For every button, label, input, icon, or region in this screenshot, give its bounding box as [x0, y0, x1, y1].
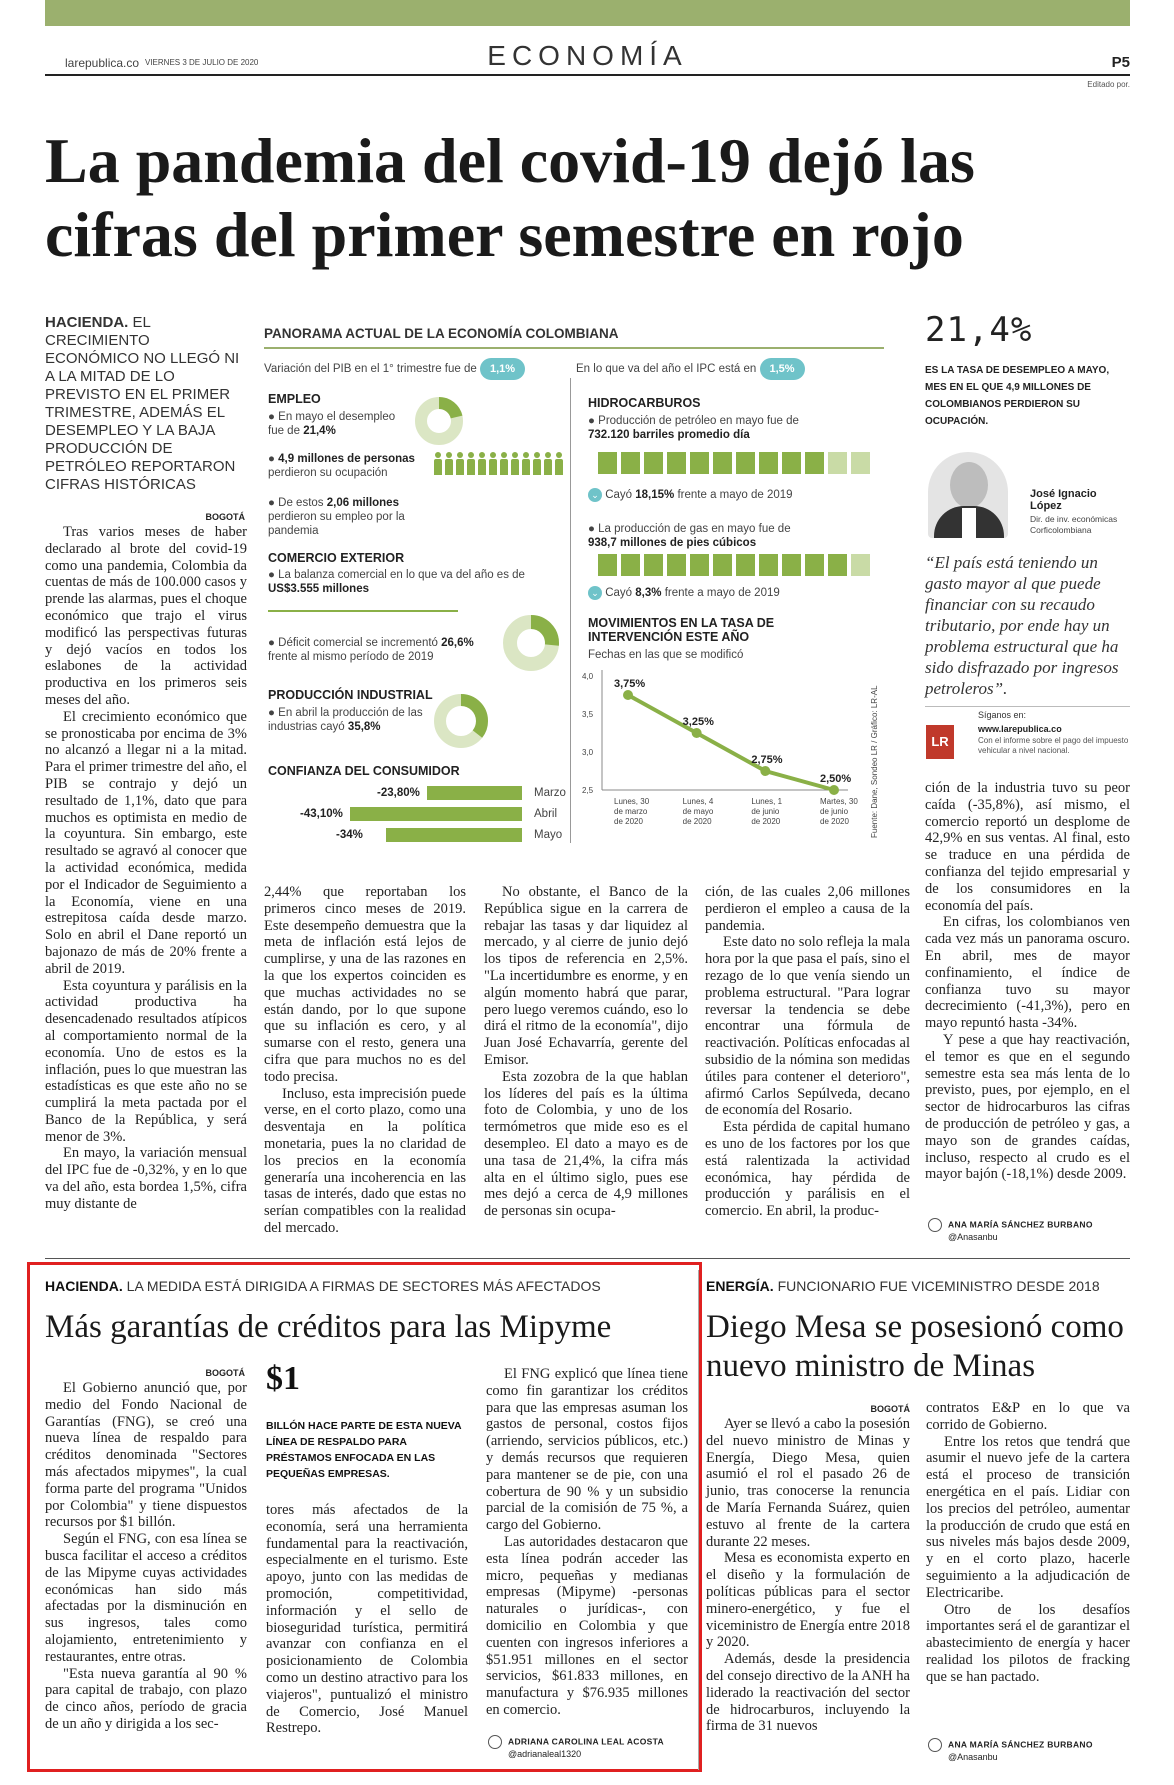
people-icons: [434, 452, 572, 478]
industria-title: PRODUCCIÓN INDUSTRIAL: [268, 688, 433, 702]
barrel-icon: [598, 452, 617, 474]
oil-barrel-icons: [598, 452, 878, 476]
body-column-4: [705, 884, 910, 1220]
barrel-icon: [828, 452, 847, 474]
gas-tank-icon: [736, 554, 755, 576]
x-tick-label: Lunes, 30 de marzo de 2020: [614, 797, 650, 826]
person-icon: [555, 452, 563, 476]
person-icon: [500, 452, 508, 476]
confianza-bar: [427, 786, 522, 800]
gas-tank-icon: [782, 554, 801, 576]
hidro-drop-2: ⌄ Cayó 8,3% frente a mayo de 2019: [588, 586, 780, 600]
person-icon: [478, 452, 486, 476]
gas-tank-icon: [667, 554, 686, 576]
paragraph: El Gobierno anunció que, por medio del Fondo Nacional de Garantías (FNG), se creó una nueva línea de respaldo para créditos denominada "Sectores más afectados mipymes", la cual forma parte del programa "Unidos por Colombia" y tiene dispuestos recursos por $1 billón.: [45, 1380, 247, 1531]
ipc-text: En lo que va del año el IPC está en 1,5%: [576, 358, 805, 380]
person-icon: [489, 452, 497, 476]
story2-column-2: [266, 1502, 468, 1737]
paragraph: Tras varios meses de haber declarado al brote del covid-19 como una pandemia, Colombia da cuentas de más de 100.000 casos y prende las alarmas, pues el choque económico que trajo el virus modificó las perspectivas futuras y dejó vacíos en todos los eslabones de la actividad productiva en los primeros seis meses del año.: [45, 524, 247, 708]
paragraph: El crecimiento económico que se pronosticaba por encima de 3% no alcanzó a llegar ni a la mitad. Para el primer trimestre del año, el PIB se contrajo y dejó un resultado de 1,1%, dato que para muchos es optimista en medio de la coyuntura. Sin embargo, este resultado se agravó al conocer que la actividad económica, medida por el Indicador de Seguimiento a la Economía, viene en una estrepitosa caída desde marzo. Solo en abril el Dane reportó un bajonazo de más de 20% frente a abril de 2019.: [45, 708, 247, 977]
paragraph: Y pese a que hay reactivación, el temor es que en el segundo semestre esta sea más lenta de lo previsto, pues, por ejemplo, en el sector de hidrocarburos las cifras de producción de petróleo y gas, a mayo son de grandes caídas, incluso, respecto al crudo es el mayor bajón (-18,1%) desde 2009.: [925, 1031, 1130, 1183]
tasa-subtitle: Fechas en las que se modificó: [588, 649, 744, 661]
sidebar-quote: “El país está teniendo un gasto mayor al que puede financiar con su recaudo tributario, por ende hay un problema estructural que ha sido disfrazado por ingresos petroleros”.: [925, 553, 1119, 698]
gas-icons: [598, 554, 878, 578]
confianza-bar: [386, 828, 522, 842]
infographic-divider: [570, 378, 571, 843]
gas-tank-icon: [598, 554, 617, 576]
paragraph: Según el FNG, con esa línea se busca facilitar el acceso a créditos de las Mipyme cuyas actividades económicas han sido más afectadas por la disminución en sus ingresos, tales como alojamiento, entretenimiento y restaurantes, entre otras.: [45, 1531, 247, 1665]
columnist-name: José Ignacio López: [1030, 488, 1097, 512]
main-headline: La pandemia del covid-19 dejó las cifras del primer semestre en rojo: [45, 125, 975, 270]
story2-figure-caption: BILLÓN HACE PARTE DE ESTA NUEVA LÍNEA DE RESPALDO PARA PRÉSTAMOS ENFOCADA EN LAS PEQUEÑAS EMPRESAS.: [266, 1420, 462, 1480]
industria-text: ● En abril la producción de las industrias cayó 35,8%: [268, 707, 423, 733]
confianza-month: Marzo: [534, 787, 566, 799]
person-icon: [467, 452, 475, 476]
confianza-bar: [350, 807, 522, 821]
story3-title: Diego Mesa se posesionó como nuevo ministro de Minas: [706, 1309, 1124, 1384]
speech-bubble-icon: [488, 1735, 502, 1749]
pib-text: Variación del PIB en el 1° trimestre fue de 1,1%: [264, 358, 525, 380]
tasa-line-chart: [578, 664, 868, 844]
speech-bubble-icon: [928, 1738, 942, 1752]
paragraph: ción, de las cuales 2,06 millones perdieron el empleo a causa de la pandemia.: [705, 884, 910, 934]
hidro-drop-1: ⌄ Cayó 18,15% frente a mayo de 2019: [588, 488, 793, 502]
empleo-title: EMPLEO: [268, 392, 321, 406]
barrel-icon: [644, 452, 663, 474]
person-icon: [533, 452, 541, 476]
section-title: ECONOMÍA: [487, 40, 688, 71]
follow-text: Con el informe sobre el pago del impuesto vehicular a nivel nacional.: [978, 736, 1129, 755]
paragraph: 2,44% que reportaban los primeros cinco meses de 2019. Este desempeño demuestra que la meta de inflación está lejos de cumplirse, y una de las razones en la que los expertos coinciden es que muchas actividades no se están dando, por lo que supone que su inflación es cero, y al sumarse con el resto, genera una cifra que para muchos no es del todo precisa.: [264, 884, 466, 1085]
person-icon: [544, 452, 552, 476]
y-tick-label: 3,5: [582, 710, 594, 719]
data-point: [760, 766, 770, 776]
paragraph: En mayo, la variación mensual del IPC fue de -0,32%, y en lo que va del año, esta bordea 1,5%, cifra muy distante de: [45, 1145, 247, 1212]
series-line: [628, 695, 834, 790]
barrel-icon: [621, 452, 640, 474]
comercio-donut: [502, 614, 560, 672]
gas-tank-icon: [759, 554, 778, 576]
issue-date: VIERNES 3 DE JULIO DE 2020: [145, 58, 259, 67]
body-column-1: [45, 524, 247, 1244]
sidebar: [925, 310, 1130, 430]
gas-tank-icon: [828, 554, 847, 576]
paragraph: No obstante, el Banco de la República sigue en la carrera de rebajar las tasas y dar liquidez al mercado, y al cierre de junio dejó los tipos de referencia en 2,5%. "La incertidumbre es enorme, y en algún momento habrá que parar, pero luego veremos cuándo, eso lo dirá el ritmo de la economía", dijo Juan José Echavarría, gerente del Emisor.: [484, 884, 688, 1068]
confianza-value: -23,80%: [377, 787, 420, 799]
comercio-text-2: ● Déficit comercial se incrementó 26,6% frente al mismo período de 2019: [268, 637, 474, 663]
body-column-5: [925, 780, 1130, 1183]
infographic-rule: [264, 347, 884, 349]
dateline-city: BOGOTÁ: [205, 512, 245, 522]
top-color-bar: [45, 0, 1130, 26]
y-tick-label: 4,0: [582, 672, 594, 681]
hidro-text-1: ● Producción de petróleo en mayo fue de 732.120 barriles promedio día: [588, 415, 799, 441]
barrel-icon: [736, 452, 755, 474]
lr-logo[interactable]: LR: [926, 725, 954, 759]
barrel-icon: [690, 452, 709, 474]
hidro-text-2: ● La producción de gas en mayo fue de 938,7 millones de pies cúbicos: [588, 523, 791, 549]
y-tick-label: 3,0: [582, 748, 594, 757]
follow-url[interactable]: www.larepublica.co: [978, 724, 1062, 734]
story3-kicker: ENERGÍA. FUNCIONARIO FUE VICEMINISTRO DESDE 2018: [706, 1278, 1100, 1294]
story3-column-1: [706, 1416, 910, 1735]
byline-main: ANA MARÍA SÁNCHEZ BURBANO @Anasanbu: [928, 1218, 1093, 1242]
story2-byline: ADRIANA CAROLINA LEAL ACOSTA @adrianaleal1320: [488, 1735, 664, 1759]
hidro-title: HIDROCARBUROS: [588, 396, 701, 410]
x-tick-label: Martes, 30 de junio de 2020: [820, 797, 858, 826]
data-point: [623, 690, 633, 700]
ipc-pill: 1,5%: [760, 358, 805, 380]
site-name[interactable]: larepublica.co: [65, 56, 140, 70]
paragraph: tores más afectados de la economía, será una herramienta fundamental para la reactivación, especialmente en el turismo. Este apoyo, junto con las medidas de promoción, competitividad, información y el sello de bioseguridad turística, permitirá avanzar con confianza en el posicionamiento de Colombia como un destino atractivo para los viajeros", puntualizó el ministro de Comercio, José Manuel Restrepo.: [266, 1502, 468, 1737]
sidebar-caption: ES LA TASA DE DESEMPLEO A MAYO, MES EN EL QUE 4,9 MILLONES DE COLOMBIANOS PERDIERON SU OCUPACIÓN.: [925, 365, 1110, 427]
y-tick-label: 2,5: [582, 786, 594, 795]
story3-column-2: [926, 1400, 1130, 1686]
comercio-text-1: ● La balanza comercial en lo que va del año es de US$3.555 millones: [268, 569, 525, 595]
story-divider: [698, 1270, 699, 1770]
columnist-role: Dir. de inv. económicas Corficolombiana: [1030, 514, 1118, 535]
story2-column-3: [486, 1366, 688, 1719]
paragraph: Este dato no solo refleja la mala hora por la que pasa el país, sino el rezago de lo que venía siendo un problema estructural. "Para lograr reversar la tendencia se debe encontrar una fórmula de reactivación. Políticas enfocadas al subsidio de la nómina son medidas útiles para contener el deterioro", afirmó Carlos Sepúlveda, decano de economía del Rosario.: [705, 934, 910, 1119]
person-icon: [511, 452, 519, 476]
paragraph: Esta coyuntura y parálisis en la actividad productiva ha desencadenado resultados atípicos al comportamiento normal de la economía. Uno de estos es la inflación, pues lo que muestran las estadísticas es que este año no se cumplirá la meta pactada por el Banco de la República, y será menor de 3%.: [45, 977, 247, 1145]
gas-tank-icon: [621, 554, 640, 576]
lead-text: EL CRECIMIENTO ECONÓMICO NO LLEGÓ NI A LA MITAD DE LO PREVISTO EN EL PRIMER TRIMESTRE, ADEMÁS EL DESEMPLEO Y LA BAJA PRODUCCIÓN DE PETRÓLEO REPORTARON CIFRAS HISTÓRICAS: [45, 314, 240, 493]
story2-title: Más garantías de créditos para las Mipyme: [45, 1309, 612, 1345]
empleo-text-3: ● De estos 2,06 millones perdieron su empleo por la pandemia: [268, 497, 405, 537]
sidebar-rule: [925, 706, 1130, 707]
data-label: 2,50%: [820, 773, 852, 785]
confianza-month: Abril: [534, 808, 558, 820]
paragraph: Las autoridades destacaron que esta línea podrán acceder las micro, pequeñas y medianas empresas (Mipyme) -personas naturales o jurídicas-, con domicilio en Colombia y que cuenten con ingresos inferiores a $51.951 millones en el sector servicios, $61.833 millones, en manufactura y $76.935 millones en comercio.: [486, 1533, 688, 1718]
paragraph: Entre los retos que tendrá que asumir el nuevo jefe de la cartera está el proceso de transición energética en el país. Lidiar con los precios del petróleo, aumentar la producción de crudo que está en sus niveles más bajos desde 2009, y en el corto plazo, hacerle seguimiento a la adjudicación de Electricaribe.: [926, 1433, 1130, 1601]
paragraph: ción de la industria tuvo su peor caída (-35,8%), así mismo, el comercio reportó un desplome de 42,9% en sus ventas. Al final, esto se traduce en una pérdida de confianza del tejido empresarial y de los consumidores en la economía del país.: [925, 780, 1130, 914]
confianza-title: CONFIANZA DEL CONSUMIDOR: [268, 764, 460, 778]
speech-bubble-icon: [928, 1218, 942, 1232]
industria-donut: [432, 692, 490, 750]
story2-figure: $1: [266, 1360, 300, 1397]
person-icon: [434, 452, 442, 476]
body-column-2: [264, 884, 466, 1237]
gas-tank-icon: [713, 554, 732, 576]
confianza-value: -34%: [336, 829, 363, 841]
data-label: 2,75%: [751, 754, 783, 766]
gas-tank-icon: [851, 554, 870, 576]
lead-kicker: HACIENDA.: [45, 314, 129, 331]
barrel-icon: [805, 452, 824, 474]
story2-column-1: [45, 1380, 247, 1733]
paragraph: Ayer se llevó a cabo la posesión del nuevo ministro de Minas y Energía, Diego Mesa, quien asumió el rol el pasado 26 de junio, tras conocerse la renuncia de María Fernanda Suárez, quien estuvo al frente de la cartera durante 22 meses.: [706, 1416, 910, 1550]
paragraph: Esta zozobra de la que hablan los líderes del país es la última foto de Colombia, y uno de los termómetros que mide eso es el desempleo. El dato a mayo es de una tasa de 21,4%, la cifra más alta en el último siglo, pues ese mes dejó a cerca de 4,9 millones de personas sin ocupa-: [484, 1068, 688, 1220]
x-tick-label: Lunes, 1 de junio de 2020: [751, 797, 783, 826]
data-point: [829, 785, 839, 795]
edited-by: Editado por.: [1087, 80, 1130, 89]
infographic-source: Fuente: Dane, Sondeo LR / Gráfico: LR-AL: [870, 685, 879, 838]
empleo-text-1: ● En mayo el desempleo fue de 21,4%: [268, 411, 396, 437]
paragraph: Además, desde la presidencia del consejo directivo de la ANH ha liderado la reactivación del sector de hidrocarburos, incluyendo la firma de 31 nuevos: [706, 1651, 910, 1735]
paragraph: Mesa es economista experto en el diseño y la formulación de políticas públicas para el sector minero-energético, y fue el viceministro de Energía entre 2018 y 2020.: [706, 1550, 910, 1651]
confianza-value: -43,10%: [300, 808, 343, 820]
body-column-3: [484, 884, 688, 1220]
barrel-icon: [782, 452, 801, 474]
story3-city: BOGOTÁ: [870, 1404, 910, 1414]
gas-tank-icon: [805, 554, 824, 576]
columnist-photo: [928, 452, 1008, 538]
person-icon: [445, 452, 453, 476]
lead-summary: [45, 314, 245, 494]
data-label: 3,25%: [682, 716, 714, 728]
paragraph: Incluso, esta imprecisión puede verse, en el corto plazo, como una desventaja en la política monetaria, pues la no claridad de los precios en la economía generaría una incoherencia en las tasas de interés, dado que estas no serían compatibles con la realidad del mercado.: [264, 1085, 466, 1236]
paragraph: El FNG explicó que línea tiene como fin garantizar los créditos para que las empresas asuman los gastos de personal, costos fijos (arriendo, servicios públicos, etc.) y demás recursos que requieren para mantener se de pie, con una cobertura de 90 % y un subsidio parcial de la comisión de 75 %, a cargo del Gobierno.: [486, 1366, 688, 1534]
comercio-rule: [268, 610, 458, 612]
section-divider: [45, 1258, 1130, 1259]
story2-city: BOGOTÁ: [205, 1368, 245, 1378]
barrel-icon: [667, 452, 686, 474]
empleo-text-2: ● 4,9 millones de personas perdieron su ocupación: [268, 453, 415, 479]
barrel-icon: [713, 452, 732, 474]
gas-tank-icon: [644, 554, 663, 576]
infographic-title: PANORAMA ACTUAL DE LA ECONOMÍA COLOMBIANA: [264, 326, 619, 341]
confianza-month: Mayo: [534, 829, 563, 841]
tasa-title: MOVIMIENTOS EN LA TASA DE INTERVENCIÓN ESTE AÑO: [588, 616, 775, 644]
barrel-icon: [759, 452, 778, 474]
person-icon: [522, 452, 530, 476]
story2-kicker: HACIENDA. LA MEDIDA ESTÁ DIRIGIDA A FIRMAS DE SECTORES MÁS AFECTADOS: [45, 1278, 601, 1294]
page-number: P5: [1111, 54, 1130, 71]
paragraph: contratos E&P en lo que va corrido de Gobierno.: [926, 1400, 1130, 1433]
empleo-donut: [414, 396, 464, 446]
data-label: 3,75%: [614, 678, 646, 690]
data-point: [692, 728, 702, 738]
paragraph: Otro de los desafíos importantes será el de garantizar el abastecimiento de energía y hacer realidad los pilotos de fracking que se han pactado.: [926, 1601, 1130, 1685]
paragraph: "Esta nueva garantía al 90 % para capital de trabajo, con plazo de cinco años, período de gracia de un año y dirigida a los sec-: [45, 1665, 247, 1732]
sidebar-figure: 21,4%: [925, 310, 1033, 350]
person-icon: [456, 452, 464, 476]
x-tick-label: Lunes, 4 de mayo de 2020: [682, 797, 714, 826]
paragraph: En cifras, los colombianos ven cada vez más un panorama oscuro. En abril, mes de mayor confinamiento, el índice de confianza tuvo su mayor decrecimiento (-41,3%), pero en mayo repuntó hasta -34%.: [925, 914, 1130, 1032]
paragraph: Esta pérdida de capital humano es uno de los factores por los que está ralentizada la actividad económica, hay pérdida de producción y parálisis en el comercio. En abril, la produc-: [705, 1119, 910, 1220]
story3-byline: ANA MARÍA SÁNCHEZ BURBANO @Anasanbu: [928, 1738, 1093, 1762]
barrel-icon: [851, 452, 870, 474]
gas-tank-icon: [690, 554, 709, 576]
pib-pill: 1,1%: [480, 358, 525, 380]
masthead: [45, 28, 1130, 76]
infographic: [262, 318, 884, 858]
follow-label: Síganos en:: [978, 710, 1027, 720]
comercio-title: COMERCIO EXTERIOR: [268, 551, 405, 565]
